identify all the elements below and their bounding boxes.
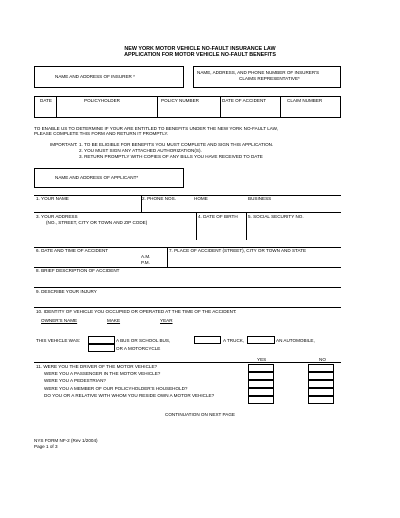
owners-name-label: OWNER'S NAME	[41, 318, 78, 323]
policy-table	[34, 96, 341, 118]
q11-pedestrian-label: WERE YOU A PEDESTRIAN?	[44, 378, 106, 383]
injury-description-label: 9. DESCRIBE YOUR INJURY	[36, 289, 97, 294]
divider	[157, 97, 158, 118]
applicant-name-address-label: NAME AND ADDRESS OF APPLICANT*	[55, 175, 139, 180]
insurer-name-address-box[interactable]	[34, 66, 184, 88]
motorcycle-label: OR A MOTORCYCLE	[116, 346, 161, 351]
ssn-label: 5. SOCIAL SECURITY NO.	[248, 214, 304, 219]
q11-relative-owns-label: DO YOU OR A RELATIVE WITH WHOM YOU RESIDE OWN A MOTOR VEHICLE?	[44, 393, 215, 398]
important-item-1: 1. TO BE ELIGIBLE FOR BENEFITS YOU MUST COMPLETE AND SIGN THIS APPLICATION.	[79, 142, 274, 147]
date-of-birth-label: 4. DATE OF BIRTH	[198, 214, 238, 219]
grid-line	[34, 195, 341, 196]
important-item-2: 2. YOU MUST SIGN ANY ATTACHED AUTHORIZATION(S).	[79, 148, 202, 153]
yes-column-header: YES	[257, 357, 267, 362]
q11-household-yes-checkbox[interactable]	[248, 388, 274, 396]
make-label: MAKE	[107, 318, 121, 323]
q11-driver-yes-checkbox[interactable]	[248, 364, 274, 372]
form-title-line2: APPLICATION FOR MOTOR VEHICLE NO-FAULT BENEFITS	[124, 52, 276, 58]
am-label: A.M.	[141, 254, 151, 259]
q11-passenger-no-checkbox[interactable]	[308, 372, 334, 380]
divider	[246, 212, 247, 240]
q11-pedestrian-no-checkbox[interactable]	[308, 380, 334, 388]
form-title-line1: NEW YORK MOTOR VEHICLE NO-FAULT INSURANCE LAW	[124, 46, 276, 52]
important-item-3: 3. RETURN PROMPTLY WITH COPIES OF ANY BILLS YOU HAVE RECEIVED TO DATE	[79, 154, 263, 159]
divider	[220, 97, 221, 118]
intro-line1: TO ENABLE US TO DETERMINE IF YOUR ARE ENTITLED TO BENEFITS UNDER THE NEW YORK NO-FAULT LAW,	[34, 126, 279, 131]
claims-rep-label-line2: CLAIMS REPRESENTATIVE*	[239, 76, 300, 81]
divider	[56, 97, 57, 118]
bus-checkbox[interactable]	[88, 336, 115, 344]
claims-rep-box[interactable]	[193, 66, 341, 88]
grid-line	[34, 212, 341, 213]
continuation-note: CONTINUATION ON NEXT PAGE	[165, 412, 235, 417]
divider	[196, 212, 197, 240]
policy-number-header: POLICY NUMBER	[161, 98, 199, 103]
q11-driver-no-checkbox[interactable]	[308, 364, 334, 372]
phone-business-label: BUSINESS	[248, 196, 272, 201]
bus-label: A BUS OR SCHOOL BUS,	[116, 338, 171, 343]
policy-date-header: DATE	[40, 98, 52, 103]
year-label: YEAR	[160, 318, 173, 323]
important-label: IMPORTANT:	[50, 142, 78, 147]
pm-label: P.M.	[141, 260, 150, 265]
automobile-checkbox[interactable]	[247, 336, 275, 344]
q11-household-no-checkbox[interactable]	[308, 388, 334, 396]
accident-date-time-label: 6. DATE AND TIME OF ACCIDENT	[36, 248, 109, 253]
policyholder-header: POLICYHOLDER	[84, 98, 120, 103]
date-of-accident-header: DATE OF ACCIDENT	[222, 98, 267, 103]
automobile-label: AN AUTOMOBILE,	[276, 338, 315, 343]
vehicle-identity-label: 10. IDENTITY OF VEHICLE YOU OCCUPIED OR OPERATED AT THE TIME OF THE ACCIDENT:	[36, 309, 237, 314]
insurer-name-address-label: NAME AND ADDRESS OF INSURER *	[55, 74, 135, 79]
truck-label: A TRUCK,	[223, 338, 245, 343]
claims-rep-label-line1: NAME, ADDRESS, AND PHONE NUMBER OF INSURER'S	[197, 70, 320, 75]
grid-line	[34, 362, 341, 363]
no-column-header: NO	[319, 357, 326, 362]
place-of-accident-label: 7. PLACE OF ACCIDENT (STREET), CITY OR TOWN AND STATE	[169, 248, 307, 253]
divider	[167, 247, 168, 267]
vehicle-was-label: THIS VEHICLE WAS:	[36, 338, 81, 343]
your-address-sublabel: (NO., STREET, CITY OR TOWN AND ZIP CODE)	[46, 220, 148, 225]
claim-number-header: CLAIM NUMBER	[287, 98, 323, 103]
phone-home-label: HOME	[194, 196, 208, 201]
divider	[280, 97, 281, 118]
q11-passenger-yes-checkbox[interactable]	[248, 372, 274, 380]
truck-checkbox[interactable]	[194, 336, 221, 344]
page-number: Page 1 of 3	[34, 444, 58, 449]
form-id: NYS FORM NF-2 (Rev 1/2004)	[34, 438, 98, 443]
motorcycle-checkbox[interactable]	[88, 344, 115, 352]
grid-line	[34, 287, 341, 288]
q11-driver-label: 11. WERE YOU THE DRIVER OF THE MOTOR VEHICLE?	[36, 364, 158, 369]
q11-household-label: WERE YOU A MEMBER OF OUR POLICYHOLDER'S HOUSEHOLD?	[44, 386, 188, 391]
your-address-label: 3. YOUR ADDRESS	[36, 214, 78, 219]
q11-pedestrian-yes-checkbox[interactable]	[248, 380, 274, 388]
q11-relative-yes-checkbox[interactable]	[248, 396, 274, 404]
q11-relative-no-checkbox[interactable]	[308, 396, 334, 404]
grid-line	[34, 307, 341, 308]
accident-description-label: 8. BRIEF DESCRIPTION OF ACCIDENT	[36, 268, 120, 273]
phone-nos-label: 2. PHONE NOS.	[142, 196, 176, 201]
applicant-name-address-box[interactable]	[34, 168, 184, 188]
intro-line2: PLEASE COMPLETE THIS FORM AND RETURN IT PROMPTLY.	[34, 131, 169, 136]
q11-passenger-label: WERE YOU A PASSENGER IN THE MOTOR VEHICLE?	[44, 371, 161, 376]
your-name-label: 1. YOUR NAME	[36, 196, 69, 201]
